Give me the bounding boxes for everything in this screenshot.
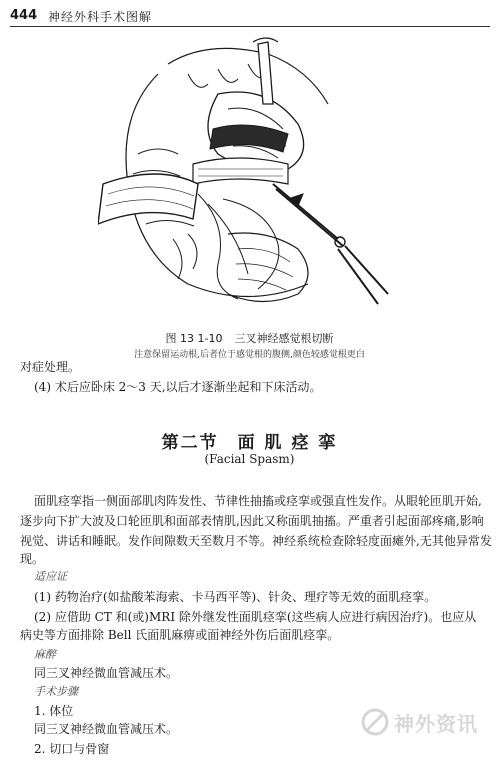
section-subtitle: (Facial Spasm) xyxy=(204,452,295,466)
paragraph-line: 逐步向下扩大波及口轮匝肌和面部表情肌,因此又称面肌抽搐。严重者引起面部疼痛,影响 xyxy=(20,514,484,528)
paragraph-line: (4) 术后应卧床 2～3 天,以后才逐渐坐起和下床活动。 xyxy=(34,380,322,394)
steps-label: 手术步骤 xyxy=(34,685,78,698)
figure-title: 三叉神经感觉根切断 xyxy=(234,332,334,345)
paragraph-line: 视觉、讲话和睡眠。发作间隙数天至数月不等。神经系统检查除轻度面瘫外,无其他异常发 xyxy=(20,534,492,548)
header-rule xyxy=(10,26,490,27)
figure-caption xyxy=(0,330,499,346)
step-title: 2. 切口与骨窗 xyxy=(34,742,110,756)
indication-item-continued: 病史等方面排除 Bell 氏面肌麻痹或面神经外伤后面肌痉挛。 xyxy=(20,628,340,642)
page-header xyxy=(10,6,490,26)
page-number: 444 xyxy=(10,8,38,23)
anesthesia-text: 同三叉神经微血管减压术。 xyxy=(34,666,179,680)
paragraph-line: 面肌痉挛指一侧面部肌肉阵发性、节律性抽搐或痉挛或强直性发作。从眼轮匝肌开始, xyxy=(34,494,482,508)
anesthesia-label: 麻醉 xyxy=(34,648,56,661)
watermark-logo xyxy=(358,700,494,748)
watermark-text: 神外资讯 xyxy=(394,712,478,736)
surgical-illustration xyxy=(98,34,398,324)
paragraph-line: 对症处理。 xyxy=(20,360,81,374)
step-title: 1. 体位 xyxy=(34,704,74,718)
figure-label: 图 13 1-10 xyxy=(165,332,223,345)
figure-note: 注意保留运动根,后者位于感觉根的腹侧,颜色较感觉根更白 xyxy=(134,350,365,360)
indications-label: 适应证 xyxy=(34,570,67,583)
section-title: 第二节 面 肌 痉 挛 xyxy=(161,433,338,453)
watermark-icon xyxy=(358,704,392,744)
running-title: 神经外科手术图解 xyxy=(48,10,153,24)
step-text: 同三叉神经微血管减压术。 xyxy=(34,722,179,736)
indication-item: (1) 药物治疗(如盐酸苯海索、卡马西平等)、针灸、理疗等无效的面肌痉挛。 xyxy=(34,590,437,604)
paragraph-line: 现。 xyxy=(20,552,45,566)
indication-item: (2) 应借助 CT 和(或)MRI 除外继发性面肌痉挛(这些病人应进行病因治疗)。也应从 xyxy=(34,610,477,624)
